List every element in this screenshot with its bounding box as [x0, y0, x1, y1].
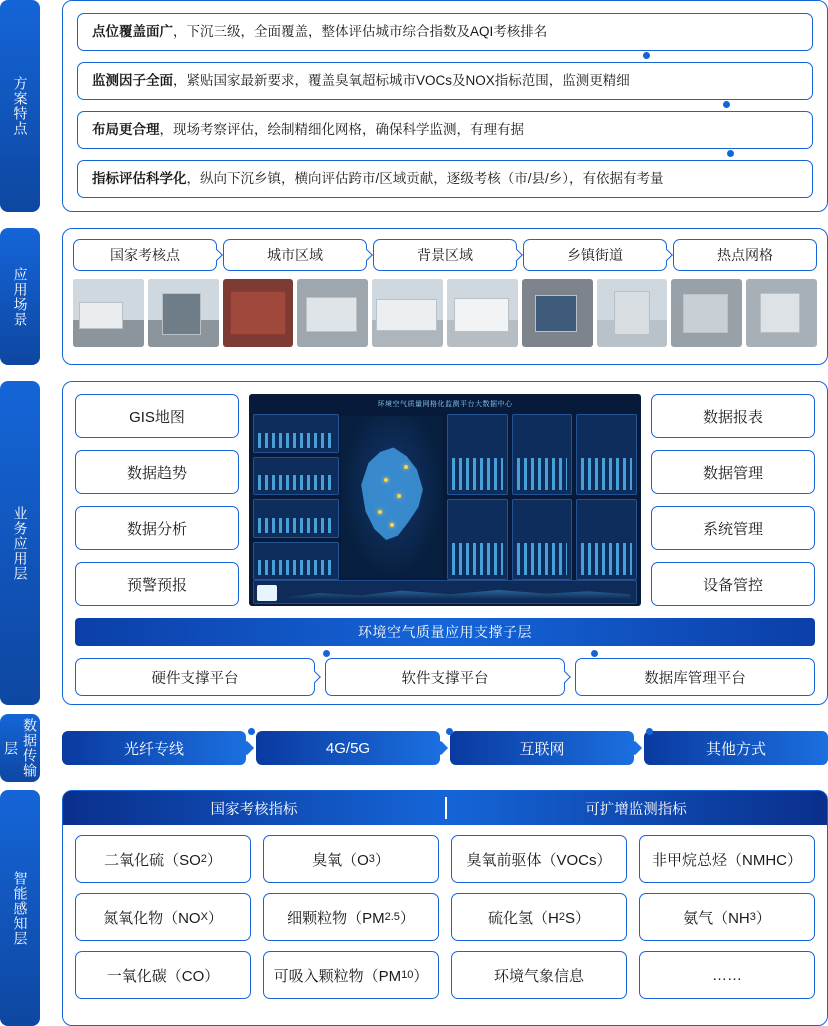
band-sensing-layer [0, 790, 828, 1026]
feature-list [63, 1, 827, 210]
scene-photo-strip [73, 279, 817, 347]
connector-dot [248, 728, 255, 735]
scene-tab-label: 热点网格 [717, 247, 773, 263]
connector-dot [727, 150, 734, 157]
indicator-so2[interactable] [75, 835, 251, 883]
platform-label: 数据库管理平台 [644, 670, 746, 687]
button-system-management[interactable] [651, 506, 815, 550]
connector-dot [323, 650, 330, 657]
indicator-name: 臭氧前驱体（VOCs） [466, 851, 612, 869]
platform-software[interactable] [325, 658, 565, 696]
monitoring-tower-photo [148, 279, 219, 347]
chevron-right-icon [510, 249, 523, 262]
chevron-right-icon [558, 671, 571, 684]
feature-item-3[interactable] [77, 111, 813, 149]
chevron-right-icon [308, 671, 321, 684]
indicator-sub: 3 [749, 911, 756, 923]
feature-item-4[interactable] [77, 160, 813, 198]
indicator-name: 氨气（NH [683, 909, 750, 927]
indicator-sub: X [200, 911, 208, 923]
feature-item-4-strong: 指标评估科学化 [92, 171, 187, 187]
button-label: 设备管控 [702, 576, 763, 594]
chevron-right-icon [434, 741, 448, 755]
support-sublayer-bar: 环境空气质量应用支撑子层 [75, 618, 815, 646]
sensing-header-left: 国家考核指标 [210, 801, 298, 818]
transmission-label: 其他方式 [705, 740, 766, 758]
connector-dot [591, 650, 598, 657]
transmission-fiber[interactable] [62, 731, 246, 765]
band-label-scenes: 应用场景 [0, 228, 40, 365]
indicator-name: 细颗粒物（PM [287, 909, 385, 927]
indicator-name: 二氧化硫（SO [104, 851, 201, 869]
dashboard-china-map [341, 416, 443, 578]
scene-tab-national[interactable] [73, 239, 217, 271]
indicator-sub: 2 [558, 911, 565, 923]
platform-label: 软件支撑平台 [401, 670, 489, 687]
band-body-scenes [62, 228, 828, 365]
chevron-right-icon [628, 741, 642, 755]
connector-dot [723, 101, 730, 108]
sensing-header-right: 可扩增监测指标 [585, 801, 687, 818]
transmission-label: 互联网 [519, 740, 565, 758]
band-body-features [62, 0, 828, 212]
rooftop-station-photo [372, 279, 443, 347]
button-gis-map[interactable] [75, 394, 239, 438]
button-data-report[interactable] [651, 394, 815, 438]
control-panel-photo [297, 279, 368, 347]
scene-tab-label: 乡镇街道 [567, 247, 623, 263]
indicator-h2s[interactable] [451, 893, 627, 941]
dashboard-right-panels [447, 414, 637, 580]
button-label: 数据管理 [702, 464, 763, 482]
band-body-sensing [62, 790, 828, 1026]
chevron-right-icon [240, 741, 254, 755]
feature-item-3-strong: 布局更合理 [92, 122, 160, 138]
sensing-inner [63, 791, 827, 1011]
pole-sensor-photo [746, 279, 817, 347]
sensing-indicator-grid [63, 825, 827, 1011]
feature-item-1-rest: ，下沉三级，全面覆盖，整体评估城市综合指数及AQI考核排名 [173, 24, 548, 40]
indicator-sub: 3 [368, 853, 375, 865]
indicator-meteorology[interactable] [451, 951, 627, 999]
button-early-warning[interactable] [75, 562, 239, 606]
connector-dot [646, 728, 653, 735]
dashboard-logo [257, 585, 277, 601]
button-data-analysis[interactable] [75, 506, 239, 550]
indicator-name: 氮氧化物（NO [103, 909, 201, 927]
button-device-control[interactable] [651, 562, 815, 606]
feature-item-3-rest: ，现场考察评估，绘制精细化网格，确保科学监测，有理有据 [159, 122, 524, 138]
chevron-right-icon [210, 249, 223, 262]
indicator-pm25[interactable] [263, 893, 439, 941]
button-label: 系统管理 [702, 520, 763, 538]
band-scenes [0, 228, 828, 365]
connector-dot [643, 52, 650, 59]
scene-tab-label: 城市区域 [267, 247, 323, 263]
transmission-internet[interactable] [450, 731, 634, 765]
feature-item-1[interactable] [77, 13, 813, 51]
feature-item-1-strong: 点位覆盖面广 [92, 24, 173, 40]
transmission-row [62, 714, 828, 782]
grid-sensor-photo [671, 279, 742, 347]
band-transmission-layer [0, 714, 828, 782]
business-left-buttons [75, 394, 239, 606]
button-label: GIS地图 [129, 408, 185, 426]
indicator-name: …… [712, 966, 742, 984]
business-right-buttons [651, 394, 815, 606]
indicator-co[interactable] [75, 951, 251, 999]
indicator-tail: ） [206, 851, 222, 869]
roadside-station-photo [447, 279, 518, 347]
business-inner [63, 382, 827, 706]
dashboard-title: 环境空气质量网格化监测平台大数据中心 [377, 401, 513, 408]
feature-item-4-rest: ，纵向下沉乡镇，横向评估跨市/区域贡献，逐级考核（市/县/乡），有依据有考量 [186, 171, 664, 187]
blue-cabin-photo [522, 279, 593, 347]
platform-row [75, 658, 815, 696]
indicator-tail: ） [207, 909, 223, 927]
indicator-tail: ） [374, 851, 390, 869]
sensing-header [63, 791, 827, 825]
chevron-right-icon [660, 249, 673, 262]
indicator-o3[interactable] [263, 835, 439, 883]
indicator-name: 一氧化碳（CO） [106, 967, 220, 985]
indicator-pm10[interactable] [263, 951, 439, 999]
street-station-photo [597, 279, 668, 347]
header-divider [445, 797, 447, 819]
band-features [0, 0, 828, 212]
indicator-tail: ） [413, 967, 429, 985]
indicator-tail: ） [755, 909, 771, 927]
scene-tab-label: 国家考核点 [110, 247, 180, 263]
indicator-sub: 2.5 [384, 911, 400, 923]
indicator-sub: 2 [200, 853, 207, 865]
platform-label: 硬件支撑平台 [151, 670, 239, 687]
equipment-cabinet-photo [223, 279, 294, 347]
scene-tab-background[interactable] [373, 239, 517, 271]
dashboard-timeline-chart [253, 580, 637, 604]
scene-tab-label: 背景区域 [417, 247, 473, 263]
indicator-name: 可吸入颗粒物（PM [273, 967, 402, 985]
indicator-name: 臭氧（O [312, 851, 369, 869]
button-label: 数据报表 [702, 408, 763, 426]
button-data-management[interactable] [651, 450, 815, 494]
station-container-photo [73, 279, 144, 347]
transmission-other[interactable] [644, 731, 828, 765]
indicator-tail: ） [399, 909, 415, 927]
platform-database[interactable] [575, 658, 815, 696]
transmission-label: 4G/5G [325, 739, 371, 757]
indicator-name: 非甲烷总烃（NMHC） [652, 851, 802, 869]
indicator-name: 环境气象信息 [493, 967, 584, 985]
connector-dot [446, 728, 453, 735]
indicator-tail: S） [564, 909, 590, 927]
indicator-nmhc[interactable] [639, 835, 815, 883]
band-label-transmission: 数据传输层 [0, 714, 40, 782]
transmission-mobile[interactable] [256, 731, 440, 765]
dashboard-screenshot [249, 394, 641, 606]
indicator-nh3[interactable] [639, 893, 815, 941]
band-business-layer [0, 381, 828, 705]
scene-wrapper [63, 229, 827, 357]
indicator-more[interactable] [639, 951, 815, 999]
chevron-right-icon [360, 249, 373, 262]
band-label-features: 方案特点 [0, 0, 40, 212]
button-label: 数据趋势 [126, 464, 187, 482]
scene-tab-city[interactable] [223, 239, 367, 271]
transmission-label: 光纤专线 [123, 740, 184, 758]
scene-tab-hotspot[interactable] [673, 239, 817, 271]
band-label-sensing: 智能感知层 [0, 790, 40, 1026]
band-body-business [62, 381, 828, 705]
platform-hardware[interactable] [75, 658, 315, 696]
dashboard-left-panels [253, 414, 339, 580]
button-data-trend[interactable] [75, 450, 239, 494]
indicator-vocs[interactable] [451, 835, 627, 883]
feature-item-2[interactable] [77, 62, 813, 100]
button-label: 预警预报 [126, 576, 187, 594]
indicator-sub: 10 [401, 969, 414, 981]
scene-tab-township[interactable] [523, 239, 667, 271]
indicator-name: 硫化氢（H [488, 909, 559, 927]
button-label: 数据分析 [126, 520, 187, 538]
scene-tab-list [73, 239, 817, 271]
business-top-row [75, 394, 815, 606]
band-label-business: 业务应用层 [0, 381, 40, 705]
indicator-nox[interactable] [75, 893, 251, 941]
feature-item-2-rest: ，紧贴国家最新要求，覆盖臭氧超标城市VOCs及NOX指标范围，监测更精细 [173, 73, 630, 89]
feature-item-2-strong: 监测因子全面 [92, 73, 173, 89]
